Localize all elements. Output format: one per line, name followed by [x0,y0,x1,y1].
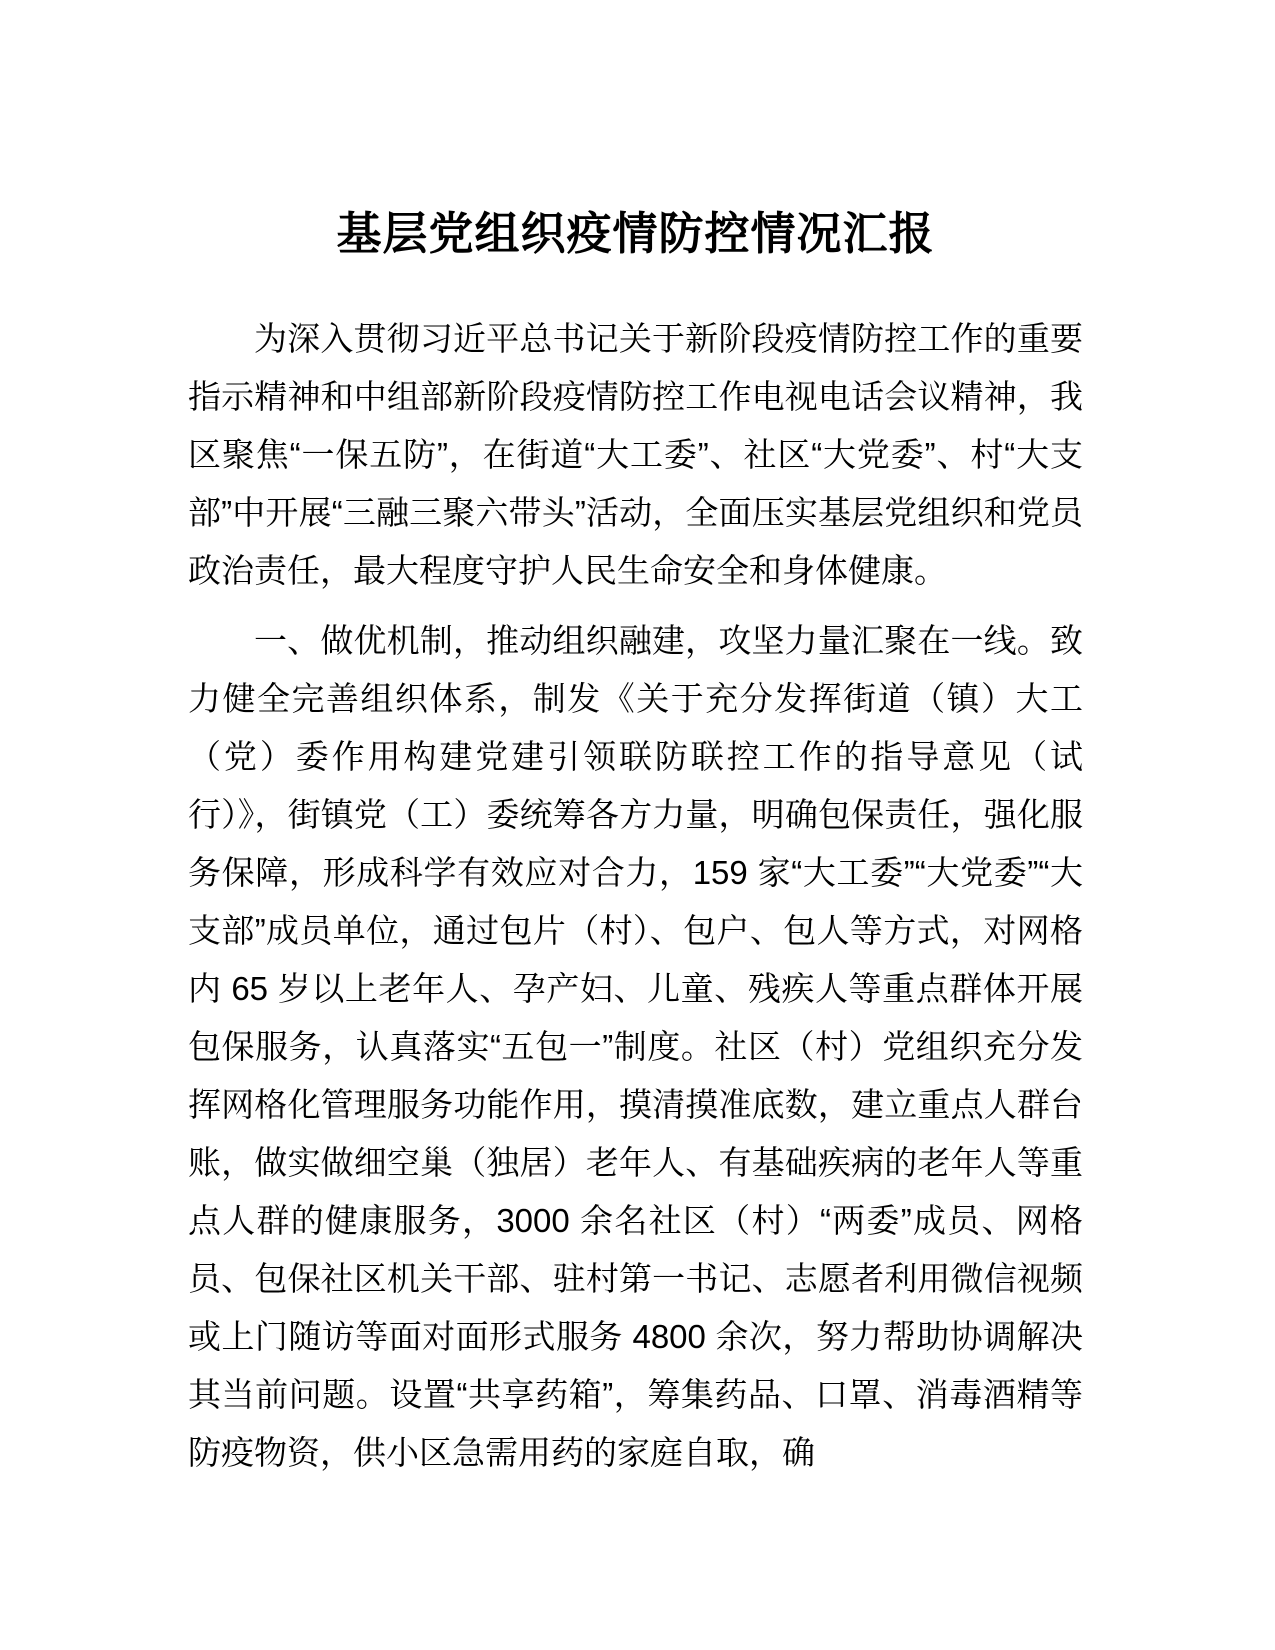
document-title: 基层党组织疫情防控情况汇报 [336,208,935,259]
paragraph-intro: 为深入贯彻习近平总书记关于新阶段疫情防控工作的重要指示精神和中组部新阶段疫情防控工作电视电话会议精神，我区聚焦“一保五防”，在街道“大工委”、社区“大党委”、村“大支部”中开展“三融三聚六带头”活动，全面压实基层党组织和党员政治责任，最大程度守护人民生命安全和身体健康。 [188,320,1083,589]
paragraph-section-one: 一、做优机制，推动组织融建，攻坚力量汇聚在一线。致力健全完善组织体系，制发《关于充分发挥街道（镇）大工（党）委作用构建党建引领联防联控工作的指导意见（试行）》，街镇党（工）委统筹各方力量，明确包保责任，强化服务保障，形成科学有效应对合力，159 家“大工委”“大党委”“大支部”成员单位，通过包片（村）、包户、包人等方式，对网格内 65 岁以上老年人、孕产妇、儿童、残疾人等重点群体开展包保服务，认真落实“五包一”制度。社区（村）党组织充分发挥网格化管理服务功能作用，摸清摸准底数，建立重点人群台账，做实做细空巢（独居）老年人、有基础疾病的老年人等重点人群的健康服务，3000 余名社区（村）“两委”成员、网格员、包保社区机关干部、驻村第一书记、志愿者利用微信视频或上门随访等面对面形式服务 4800 余次，努力帮助协调解决其当前问题。设置“共享药箱”，筹集药品、口罩、消毒酒精等防疫物资，供小区急需用药的家庭自取，确 [188,622,1083,1471]
